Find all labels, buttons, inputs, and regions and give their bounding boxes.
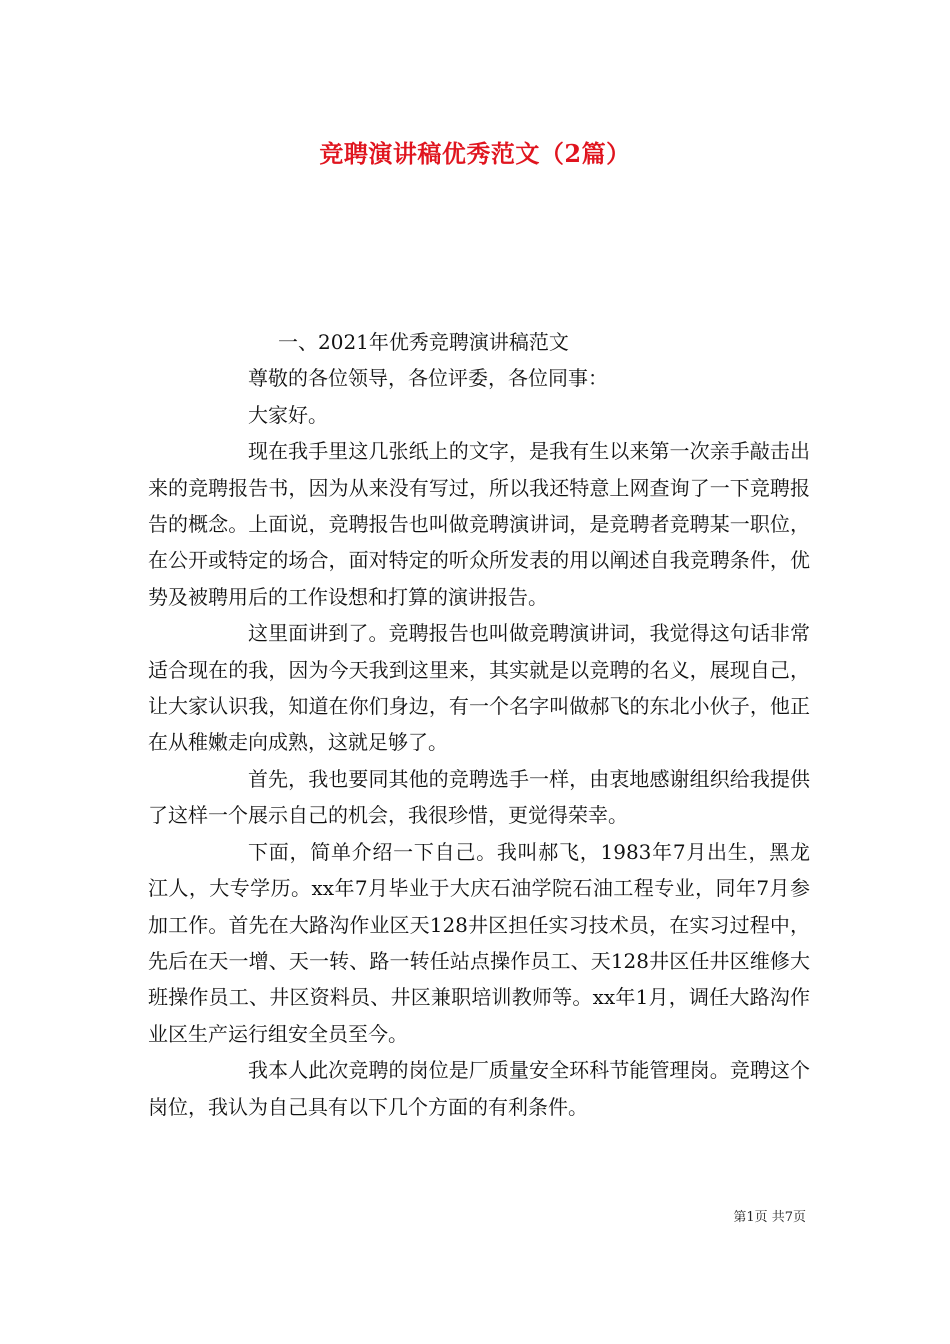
paragraph: 我本人此次竞聘的岗位是厂质量安全环科节能管理岗。竞聘这个岗位，我认为自己具有以下几个方面的有利条件。	[148, 1058, 810, 1119]
paragraph: 首先，我也要同其他的竞聘选手一样，由衷地感谢组织给我提供了这样一个展示自己的机会，我很珍惜，更觉得荣幸。	[148, 766, 810, 828]
page-number: 第1页 共7页	[733, 1210, 806, 1225]
paragraph: 这里面讲到了。竞聘报告也叫做竞聘演讲词，我觉得这句话非常适合现在的我，因为今天我到这里来，其实就是以竞聘的名义，展现自己，让大家认识我，知道在你们身边，有一个名字叫做郝飞的东北小伙子，他正在从稚嫩走向成熟，这就足够了。	[148, 621, 810, 755]
document-title: 竞聘演讲稿优秀范文（2篇）	[319, 139, 631, 168]
paragraph: 下面，简单介绍一下自己。我叫郝飞，1983年7月出生，黑龙江人，大专学历。xx年7月毕业于大庆石油学院石油工程专业，同年7月参加工作。首先在大路沟作业区天128井区担任实习技术员，在实习过程中，先后在天一增、天一转、路一转任站点操作员工、天128井区任井区维修大班操作员工、井区资料员、井区兼职培训教师等。xx年1月，调任大路沟作业区生产运行组安全员至今。	[148, 839, 810, 1046]
greeting: 大家好。	[248, 402, 328, 427]
salutation: 尊敬的各位领导，各位评委，各位同事：	[248, 366, 608, 391]
paragraph: 现在我手里这几张纸上的文字，是我有生以来第一次亲手敲击出来的竞聘报告书，因为从来没有写过，所以我还特意上网查询了一下竞聘报告的概念。上面说，竞聘报告也叫做竞聘演讲词，是竞聘者竞聘某一职位，在公开或特定的场合，面对特定的听众所发表的用以阐述自我竞聘条件，优势及被聘用后的工作设想和打算的演讲报告。	[148, 439, 810, 609]
section-heading: 一、2021年优秀竞聘演讲稿范文	[278, 330, 569, 354]
document-body	[148, 324, 810, 1125]
